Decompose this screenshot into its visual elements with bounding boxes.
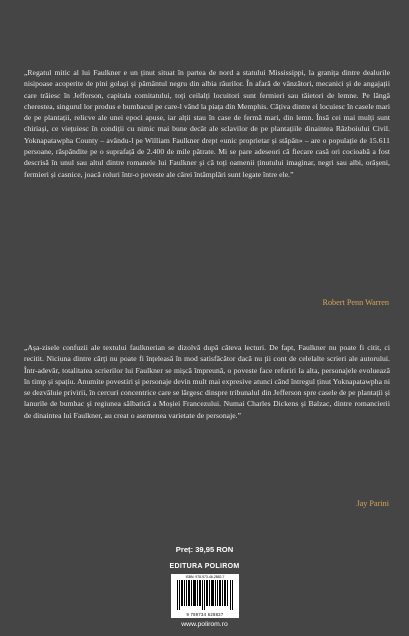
quote-author: Robert Penn Warren <box>322 298 389 307</box>
barcode <box>171 574 239 618</box>
publisher-website: www.polirom.ro <box>181 621 228 628</box>
quote-author: Jay Parini <box>356 499 389 508</box>
quote-parini <box>24 342 390 421</box>
isbn-label: ISBN: 978-973-46-2882-7 <box>185 575 225 579</box>
barcode-bars <box>177 580 233 610</box>
quote-text: „Regatul mitic al lui Faulkner e un ținut situat în partea de nord a statului Mississippi, la granița dintre dealurile nisipoase acoperite de pini golași și pământul negru din albia râurilor. În afară de vânzători, mecanici și de angajații care trăiesc în Jefferson, capitala comitatului, toți ceilalți locuitori sunt fermieri sau tăietori de lemne. Pe lângă cherestea, singurul lor produs e bumbacul pe care-l vând la piața din Memphis. Câțiva dintre ei locuiesc în casele mari de pe plantații, relicve ale unei epoci apuse, iar alții stau în case de fermă mari, din lemn. Însă cei mai mulți sunt chiriași, ce viețuiesc în condiții cu nimic mai bune decât ale sclavilor de pe plantațiile dinaintea Războiului Civil. Yoknapatawpha County – avându-l pe William Faulkner drept «unic proprietar și stăpân» – are o populație de 15.611 persoane, răspândite pe o suprafață de 2.400 de mile pătrate. Mi se pare adeseori că fiecare casă ori cocioabă a fost descrisă în unul sau altul dintre romanele lui Faulkner și că toți oamenii ținutului imaginar, negri sau albi, orășeni, fermieri și casnice, joacă roluri într-o poveste ale cărei întâmplări sunt legate între ele.” <box>24 68 390 179</box>
quote-text: „Așa-zisele confuzii ale textului faulknerian se dizolvă după câteva lecturi. De fapt, Faulkner nu poate fi citit, ci recitit. Niciuna dintre cărți nu poate fi înțeleasă în mod satisfăcător dacă nu ții cont de celelalte scrieri ale autorului. Într-adevăr, totalitatea scrierilor lui Faulkner se mișcă împreună, o poveste face referiri la alta, personajele evoluează în timp și spațiu. Anumite povestiri și personaje devin mult mai expresive atunci când întregul ținut Yoknapatawpha ni se dezvăluie privirii, în cercuri concentrice care se lărgesc dinspre tribunalul din Jefferson spre casele de pe plantații și lanurile de bumbac și regiunea sălbatică a Moșiei Francezului. Numai Charles Dickens și Balzac, dintre romancierii de dinaintea lui Faulkner, au creat o asemenea varietate de personaje.” <box>24 343 390 420</box>
barcode-digits: 9 789734 628827 <box>186 612 224 617</box>
price-label: Preț: 39,95 RON <box>175 545 234 554</box>
publisher-name: EDITURA POLIROM <box>169 563 240 570</box>
quote-warren <box>24 67 390 180</box>
